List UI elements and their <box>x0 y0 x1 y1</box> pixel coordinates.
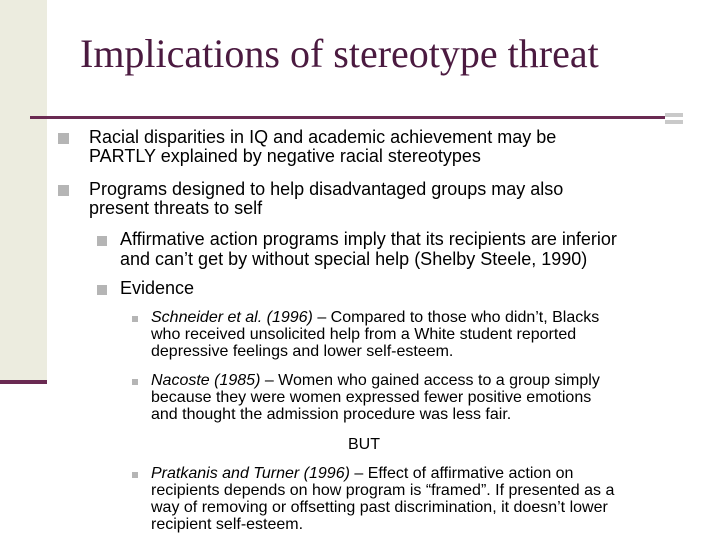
evidence-first-line <box>151 465 614 482</box>
citation: Pratkanis and Turner (1996) <box>151 465 350 482</box>
bullet-square-icon <box>58 185 69 196</box>
bullet-square-icon <box>97 236 107 246</box>
bullet-line: recipient self-esteem. <box>151 516 304 533</box>
left-decorative-band <box>0 0 47 382</box>
citation: Schneider et al. (1996) <box>151 309 313 326</box>
bullet-line: Affirmative action programs imply that its recipients are inferior <box>120 229 617 249</box>
bullet-square-icon <box>58 133 69 144</box>
bullet-square-icon <box>132 472 138 478</box>
sub-bullet-point <box>120 278 194 298</box>
bullet-line: PARTLY explained by negative racial stereotypes <box>89 146 481 166</box>
bullet-line: present threats to self <box>89 198 263 218</box>
evidence-first-line <box>151 372 600 389</box>
citation: Nacoste (1985) <box>151 372 261 389</box>
bullet-line: and thought the admission procedure was less fair. <box>151 406 512 423</box>
bullet-point <box>89 180 563 218</box>
bullet-square-icon <box>132 316 138 322</box>
evidence-first-line <box>151 309 599 326</box>
evidence-item <box>151 309 599 360</box>
evidence-text: – Effect of affirmative action on <box>349 465 574 482</box>
title-underline <box>30 116 665 119</box>
left-band-rule <box>0 380 47 384</box>
evidence-text: – Compared to those who didn’t, Blacks <box>312 309 600 326</box>
bullet-line: recipients depends on how program is “framed”. If presented as a <box>151 482 615 499</box>
bullet-line: way of removing or offsetting past discrimination, it doesn’t lower <box>151 499 608 516</box>
bullet-line: depressive feelings and lower self-esteem. <box>151 343 454 360</box>
evidence-item <box>151 465 614 533</box>
evidence-item <box>151 372 600 423</box>
bullet-line: and can’t get by without special help (Shelby Steele, 1990) <box>120 249 588 269</box>
slide-title: Implications of stereotype threat <box>80 31 599 76</box>
bullet-line: who received unsolicited help from a White student reported <box>151 326 577 343</box>
bullet-line: because they were women expressed fewer positive emotions <box>151 389 592 406</box>
evidence-text: – Women who gained access to a group simply <box>260 372 600 389</box>
bullet-point <box>89 128 556 166</box>
bullet-square-icon <box>97 285 107 295</box>
sub-bullet-point <box>120 229 617 269</box>
bullet-line: Racial disparities in IQ and academic achievement may be <box>89 127 557 147</box>
title-underline-accent <box>665 120 683 124</box>
bullet-line: Evidence <box>120 278 195 298</box>
bullet-square-icon <box>132 379 138 385</box>
but-separator: BUT <box>348 436 380 453</box>
bullet-line: Programs designed to help disadvantaged groups may also <box>89 179 564 199</box>
title-underline-accent <box>665 113 683 117</box>
